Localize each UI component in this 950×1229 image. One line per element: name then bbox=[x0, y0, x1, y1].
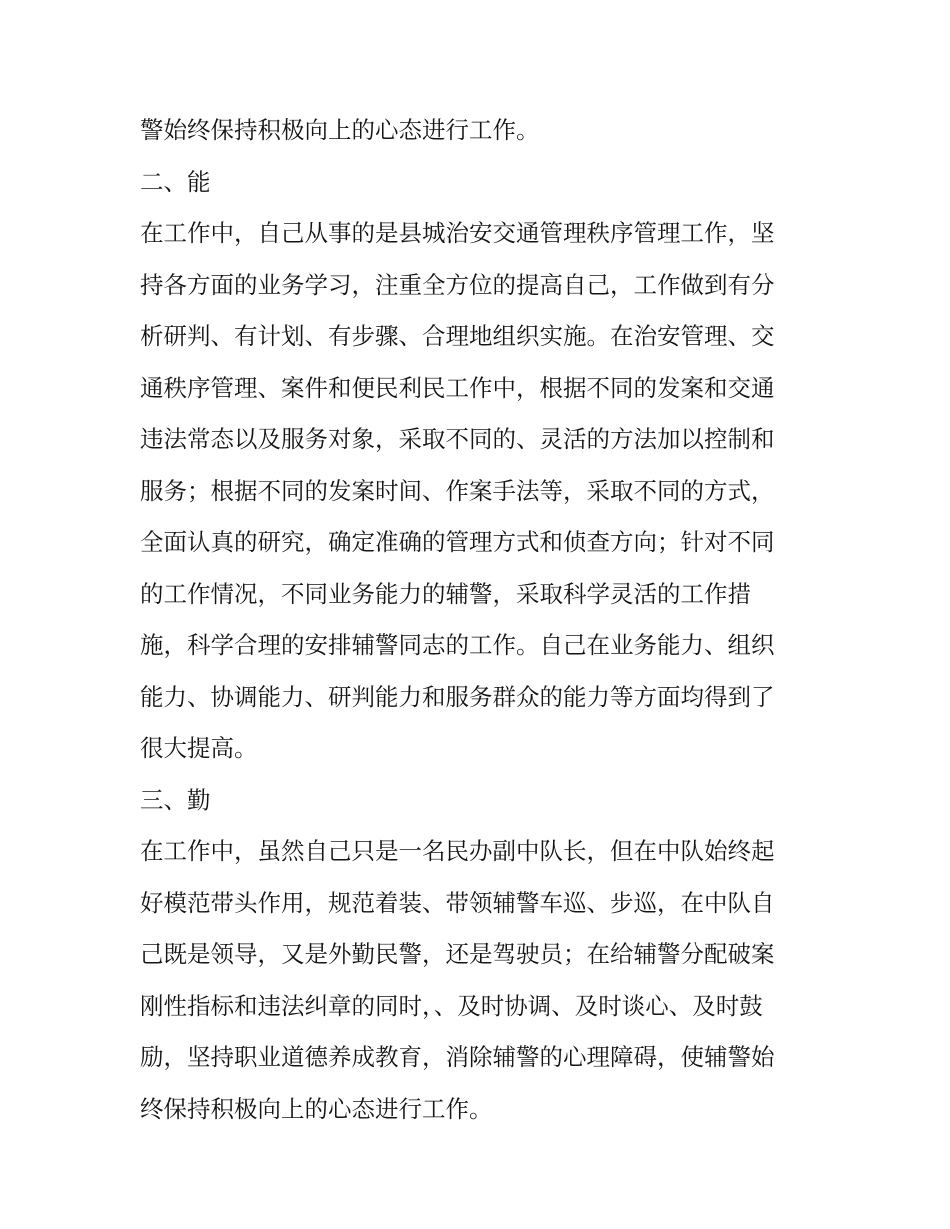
text-line: 的工作情况，不同业务能力的辅警，采取科学灵活的工作措 bbox=[140, 579, 751, 608]
text-line: 励，坚持职业道德养成教育，消除辅警的心理障碍，使辅警始 bbox=[140, 1043, 775, 1071]
text-line: 在工作中，虽然自己只是一名民办副中队长，但在中队始终起 bbox=[140, 837, 775, 865]
text-line: 终保持积极向上的心态进行工作。 bbox=[140, 1094, 493, 1123]
section-heading-neng: 二、能 bbox=[140, 167, 211, 196]
section-heading-qin: 三、勤 bbox=[140, 785, 211, 814]
text-line: 在工作中，自己从事的是县城治安交通管理秩序管理工作，坚 bbox=[140, 219, 775, 247]
text-line: 服务；根据不同的发案时间、作案手法等，采取不同的方式， bbox=[140, 476, 775, 505]
text-line: 能力、协调能力、研判能力和服务群众的能力等方面均得到了 bbox=[140, 682, 775, 711]
text-line: 析研判、有计划、有步骤、合理地组织实施。在治安管理、交 bbox=[140, 322, 775, 350]
text-line: 全面认真的研究，确定准确的管理方式和侦查方向；针对不同 bbox=[140, 528, 775, 556]
text-line: 己既是领导，又是外勤民警，还是驾驶员；在给辅警分配破案 bbox=[140, 940, 775, 968]
text-line: 持各方面的业务学习，注重全方位的提高自己，工作做到有分 bbox=[140, 270, 775, 299]
text-line: 违法常态以及服务对象，采取不同的、灵活的方法加以控制和 bbox=[140, 425, 775, 453]
document-body bbox=[140, 105, 812, 1135]
text-line: 通秩序管理、案件和便民利民工作中，根据不同的发案和交通 bbox=[140, 373, 775, 402]
text-line: 好模范带头作用，规范着装、带领辅警车巡、步巡，在中队自 bbox=[140, 888, 775, 917]
text-line: 警始终保持积极向上的心态进行工作。 bbox=[140, 116, 540, 144]
text-line: 刚性指标和违法纠章的同时，、及时协调、及时谈心、及时鼓 bbox=[140, 991, 763, 1020]
text-line: 很大提高。 bbox=[140, 734, 258, 762]
text-line: 施，科学合理的安排辅警同志的工作。自己在业务能力、组织 bbox=[140, 631, 775, 659]
